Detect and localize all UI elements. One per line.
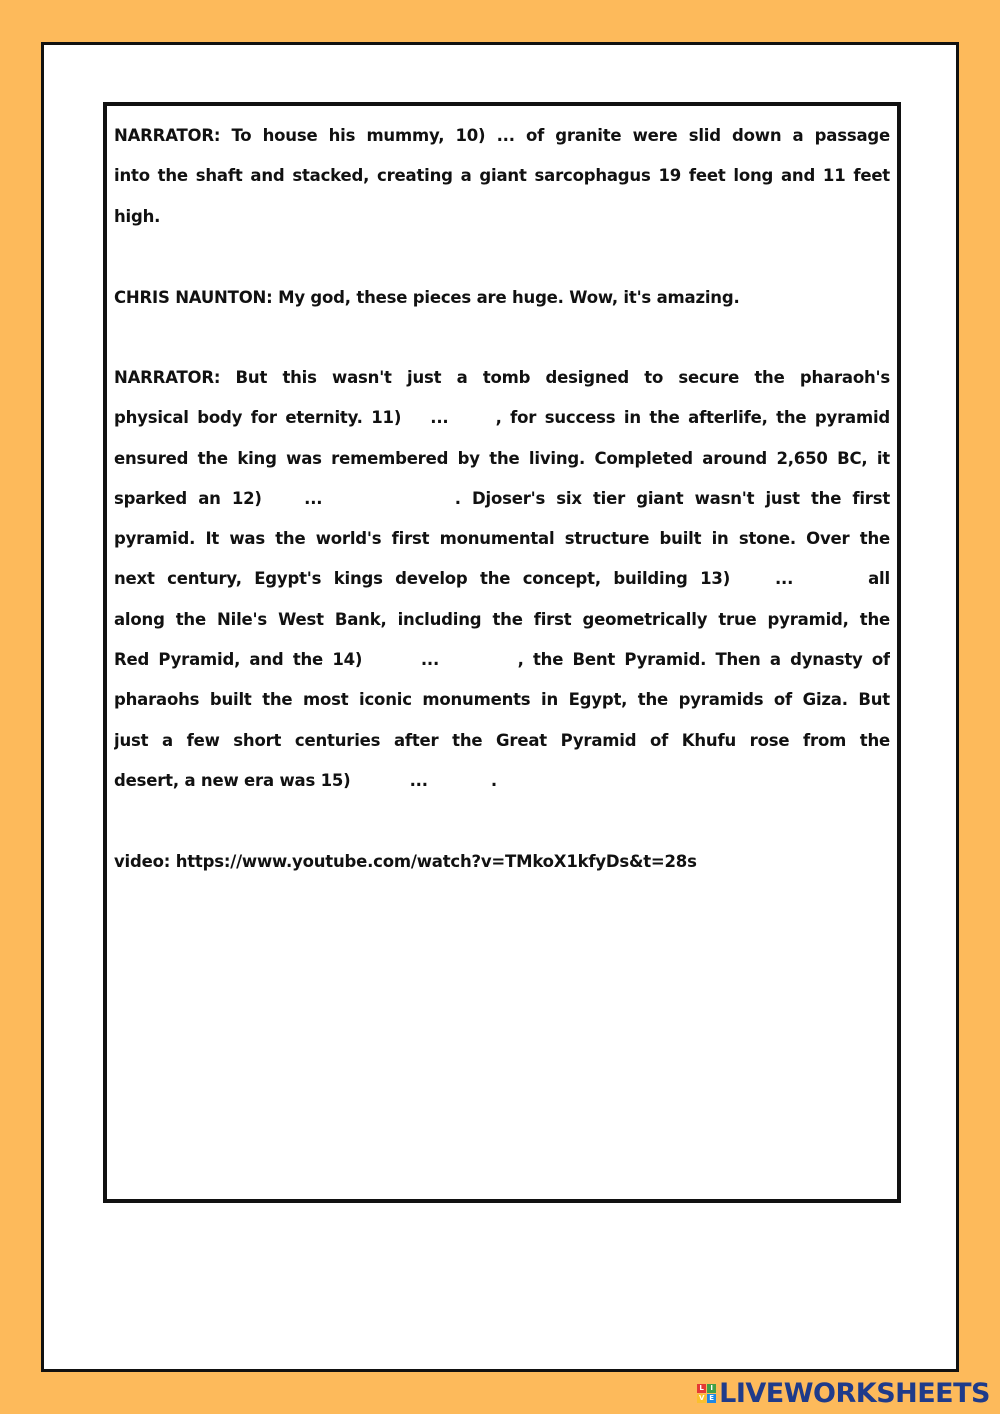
blank-15: ... bbox=[409, 770, 428, 790]
text-segment: , for success in the afterlife, the pyramid bbox=[495, 408, 890, 428]
paragraph-chris-naunton bbox=[114, 278, 890, 318]
text-line: pharaohs built the most iconic monuments in Egypt, the pyramids of Giza. But bbox=[114, 690, 890, 710]
text-line bbox=[114, 398, 890, 438]
paragraph-narrator-1 bbox=[114, 116, 890, 237]
text-segment: Red Pyramid, and the 14) bbox=[114, 650, 363, 670]
logo-letter: L bbox=[697, 1384, 706, 1393]
text-segment: sparked an 12) bbox=[114, 488, 262, 508]
text-line bbox=[114, 479, 890, 519]
text-line: NARRATOR: But this wasn't just a tomb designed to secure the pharaoh's bbox=[114, 368, 890, 387]
blank-14: ... bbox=[420, 650, 440, 670]
text-segment: . bbox=[490, 770, 497, 790]
liveworksheets-logo bbox=[697, 1376, 990, 1410]
text-line bbox=[114, 761, 890, 801]
text-line bbox=[114, 640, 890, 680]
text-segment: physical body for eternity. 11) bbox=[114, 408, 402, 428]
blank-11: ... bbox=[430, 408, 449, 428]
video-link-text: video: https://www.youtube.com/watch?v=TMkoX1kfyDs&t=28s bbox=[114, 852, 697, 871]
text-segment: all bbox=[868, 569, 890, 589]
transcript-box bbox=[103, 102, 901, 1203]
text-segment: next century, Egypt's kings develop the concept, building 13) bbox=[114, 569, 731, 589]
text-segment: , the Bent Pyramid. Then a dynasty of bbox=[517, 650, 890, 670]
text-line: high. bbox=[114, 206, 161, 226]
text-line: along the Nile's West Bank, including the first geometrically true pyramid, the bbox=[114, 609, 890, 629]
blank-12: ... bbox=[304, 488, 323, 508]
paragraph-video-link bbox=[114, 842, 890, 882]
text-segment: desert, a new era was 15) bbox=[114, 770, 351, 790]
worksheet-page bbox=[41, 42, 959, 1372]
text-line: NARRATOR: To house his mummy, 10) ... of granite were slid down a passage bbox=[114, 126, 890, 145]
logo-letter: E bbox=[707, 1394, 716, 1403]
liveworksheets-mark-icon bbox=[697, 1384, 716, 1403]
text-line bbox=[114, 559, 890, 599]
paragraph-narrator-2 bbox=[114, 358, 890, 801]
logo-letter: V bbox=[698, 1393, 705, 1402]
logo-letter: I bbox=[707, 1384, 716, 1393]
text-line: into the shaft and stacked, creating a giant sarcophagus 19 feet long and 11 feet bbox=[114, 166, 890, 186]
text-line: CHRIS NAUNTON: My god, these pieces are huge. Wow, it's amazing. bbox=[114, 288, 740, 307]
text-segment: . Djoser's six tier giant wasn't just the first bbox=[454, 488, 890, 508]
text-line: ensured the king was remembered by the living. Completed around 2,650 BC, it bbox=[114, 448, 890, 468]
text-line: pyramid. It was the world's first monumental structure built in stone. Over the bbox=[114, 529, 890, 549]
blank-13: ... bbox=[774, 569, 794, 589]
liveworksheets-wordmark: LIVEWORKSHEETS bbox=[719, 1377, 990, 1409]
text-line: just a few short centuries after the Great Pyramid of Khufu rose from the bbox=[114, 730, 890, 750]
